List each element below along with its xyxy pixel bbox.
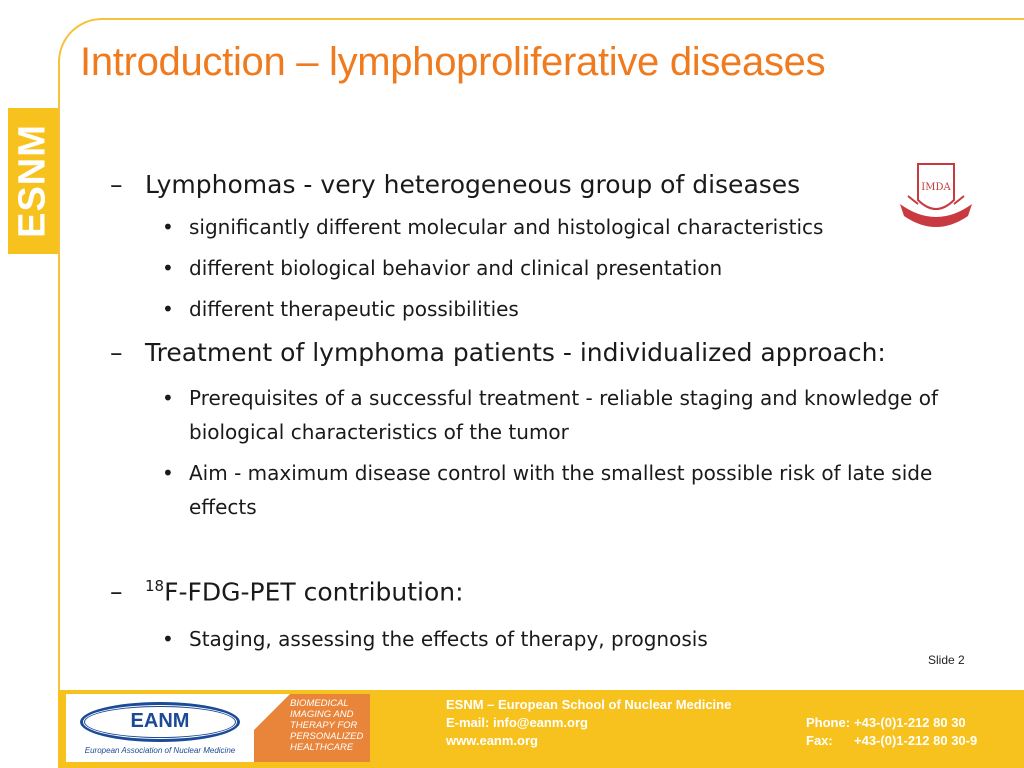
- section-heading-label: F-FDG-PET contribution:: [164, 577, 464, 607]
- bullet-marker: •: [162, 461, 174, 485]
- tagline-fold: [254, 694, 290, 730]
- dash-marker: –: [110, 170, 123, 199]
- bullet-marker: •: [162, 297, 174, 321]
- fax-label: Fax:: [806, 733, 833, 748]
- dash-marker: –: [110, 577, 123, 606]
- bullet-text: Staging, assessing the effects of therapy, prognosis: [189, 627, 708, 651]
- bullet-marker: •: [162, 627, 174, 651]
- contact-info: [806, 714, 977, 750]
- school-website[interactable]: www.eanm.org: [446, 733, 538, 748]
- fax-row: [806, 732, 977, 750]
- school-name: ESNM – European School of Nuclear Medicine: [446, 697, 732, 712]
- school-info: [446, 696, 731, 750]
- section-heading-text: Treatment of lymphoma patients - individualized approach:: [145, 338, 886, 367]
- fax-number: +43-(0)1-212 80 30-9: [854, 733, 978, 748]
- phone-number: +43-(0)1-212 80 30: [854, 715, 966, 730]
- bullet-text: significantly different molecular and histological characteristics: [189, 215, 824, 239]
- dash-marker: –: [110, 338, 123, 367]
- school-email[interactable]: E-mail: info@eanm.org: [446, 715, 588, 730]
- esnm-side-label: ESNM: [11, 124, 54, 238]
- eanm-logo: [66, 694, 254, 762]
- tagline-text: BIOMEDICAL IMAGING AND THERAPY FOR PERSONALIZED HEALTHCARE: [290, 698, 364, 753]
- section-heading-text: [145, 577, 464, 606]
- eanm-logo-name: EANM: [130, 710, 190, 732]
- isotope-superscript: 18: [145, 577, 165, 595]
- section-heading-text: Lymphomas - very heterogeneous group of diseases: [145, 170, 801, 199]
- bullet-marker: •: [162, 256, 174, 280]
- bullet-marker: •: [162, 215, 174, 239]
- slide-number: Slide 2: [928, 653, 965, 667]
- eanm-logo-subtitle: European Association of Nuclear Medicine: [84, 746, 236, 755]
- bullet-text: Aim - maximum disease control with the smallest possible risk of late side effects: [189, 461, 933, 519]
- phone-label: Phone:: [806, 715, 851, 730]
- imda-label: IMDA: [921, 182, 951, 193]
- phone-row: [806, 714, 977, 732]
- slide-title: Introduction – lymphoproliferative diseases: [80, 40, 826, 84]
- bullet-marker: •: [162, 386, 174, 410]
- bullet-text: Prerequisites of a successful treatment - reliable staging and knowledge of biological characteristics of the tumor: [189, 386, 938, 444]
- bullet-text: different biological behavior and clinical presentation: [189, 256, 723, 280]
- bullet-text: different therapeutic possibilities: [189, 297, 519, 321]
